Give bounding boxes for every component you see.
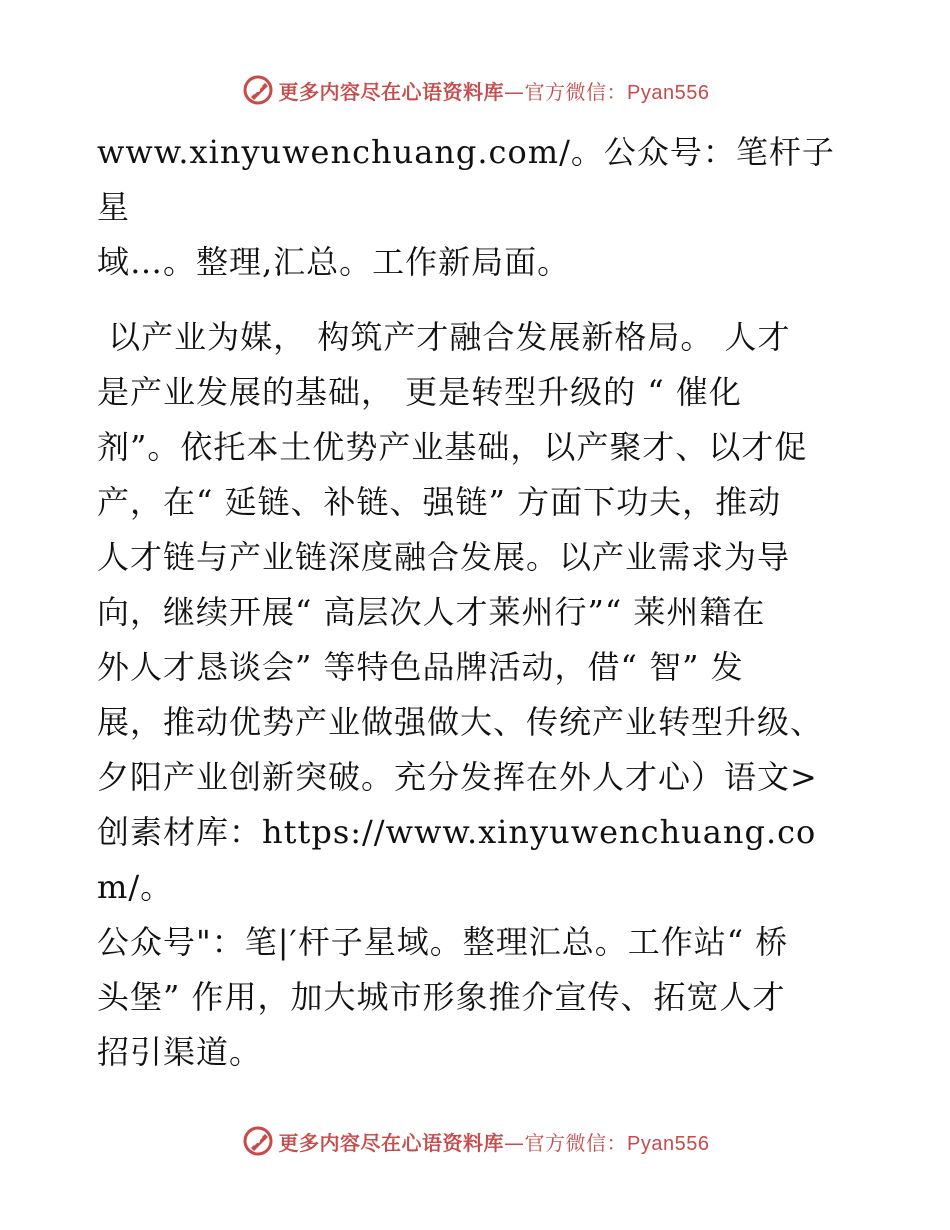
header-banner-text (279, 76, 710, 105)
footer-banner-wechat-label: 官方微信： (524, 1130, 628, 1155)
header-banner-wechat-label: 官方微信： (524, 79, 628, 104)
header-banner-separator: — (504, 79, 525, 104)
header-banner-title: 更多内容尽在心语资料库 (278, 79, 505, 104)
footer-banner-text (279, 1127, 710, 1156)
header-banner-wechat-id: Pyan556 (627, 81, 710, 104)
footer-banner-title: 更多内容尽在心语资料库 (278, 1130, 505, 1155)
footer-banner (0, 1121, 950, 1161)
footer-banner-separator: — (504, 1130, 525, 1155)
paragraph-1: www.xinyuwenchuang.com/。公众号：笔杆子星 域…。整理,汇总。工作新局面。 (97, 133, 835, 281)
footer-banner-wechat-id: Pyan556 (627, 1132, 710, 1155)
pen-nib-circle-logo-icon (241, 1124, 275, 1158)
document-body (97, 125, 857, 1098)
header-banner (0, 70, 950, 110)
pen-nib-circle-logo-icon (241, 73, 275, 107)
paragraph-2: 以产业为媒， 构筑产才融合发展新格局。 人才 是产业发展的基础， 更是转型升级的 “ 催化 剂”。依托本土优势产业基础，以产聚才、以才促 产，在“ 延链、补链、强链” 方面下功夫，推动 人才链与产业链深度融合发展。以产业需求为导 向，继续开展“ 高层次人才莱州行”“ 莱州籍在 外人才恳谈会” 等特色品牌活动，借“ 智” 发 展，推动优势产业做强做大、传统产业转型升级、 夕阳产业创新突破。充分发挥在外人才心）语文> 创素材库：https://www.xinyuwenchuang.com/。 公众号"：笔|′杆子星域。整理汇总。工作站“ 桥 头堡” 作用，加大城市形象推介宣传、拓宽人才 招引渠道。 (97, 318, 824, 1071)
